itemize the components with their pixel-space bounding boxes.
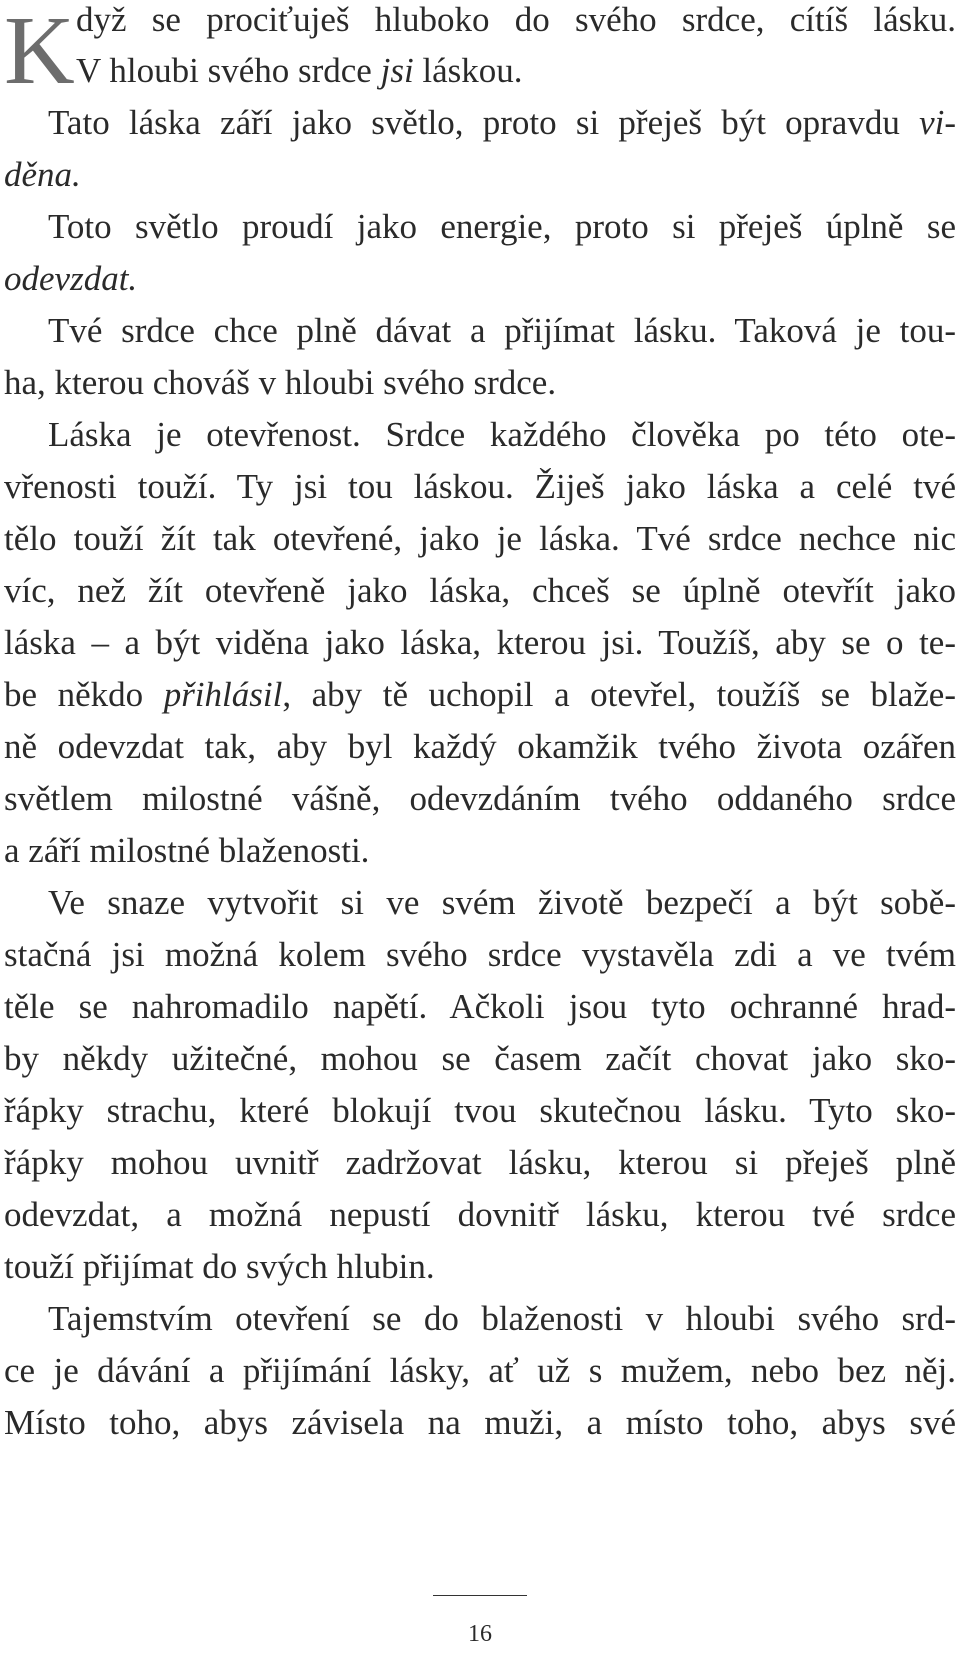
text-line: vřenosti touží. Ty jsi tou láskou. Žiješ jako láska a celé tvé <box>4 467 956 506</box>
text-line: Láska je otevřenost. Srdce každého člověka po této ote- <box>48 415 956 454</box>
text-line: V hloubi svého srdce jsi láskou. <box>76 51 523 90</box>
text-line: by někdy užitečné, mohou se časem začít chovat jako sko- <box>4 1039 956 1078</box>
text-line: a září milostné blaženosti. <box>4 831 370 870</box>
text-line: dyž se prociťuješ hluboko do svého srdce, cítíš lásku. <box>76 0 956 39</box>
text-line: těle se nahromadilo napětí. Ačkoli jsou tyto ochranné hrad- <box>4 987 956 1026</box>
text-line: odevzdat. <box>4 259 138 298</box>
text-line: láska – a být viděna jako láska, kterou jsi. Toužíš, aby se o te- <box>4 623 956 662</box>
text-line: řápky mohou uvnitř zadržovat lásku, kterou si přeješ plně <box>4 1143 956 1182</box>
text-line: be někdo přihlásil, aby tě uchopil a otevřel, toužíš se blaže- <box>4 675 956 714</box>
text-line: víc, než žít otevřeně jako láska, chceš se úplně otevřít jako <box>4 571 956 610</box>
text-line: ně odevzdat tak, aby byl každý okamžik tvého života ozářen <box>4 727 956 766</box>
text-line: ha, kterou chováš v hloubi svého srdce. <box>4 363 557 402</box>
text-line: světlem milostné vášně, odevzdáním tvého oddaného srdce <box>4 779 956 818</box>
text-line: touží přijímat do svých hlubin. <box>4 1247 435 1286</box>
page-number: 16 <box>468 1621 492 1647</box>
text-line: odevzdat, a možná nepustí dovnitř lásku, kterou tvé srdce <box>4 1195 956 1234</box>
text-line: Tvé srdce chce plně dávat a přijímat lásku. Taková je tou- <box>48 311 956 350</box>
text-line: řápky strachu, které blokují tvou skutečnou lásku. Tyto sko- <box>4 1091 956 1130</box>
drop-cap: K <box>4 0 75 105</box>
text-line: Tato láska září jako světlo, proto si přeješ být opravdu vi- <box>48 103 956 142</box>
text-line: stačná jsi možná kolem svého srdce vystavěla zdi a ve tvém <box>4 935 956 974</box>
text-line: Toto světlo proudí jako energie, proto si přeješ úplně se <box>48 207 956 246</box>
text-line: děna. <box>4 155 81 194</box>
text-line: ce je dávání a přijímání lásky, ať už s mužem, nebo bez něj. <box>4 1351 956 1390</box>
page-number-rule <box>433 1595 527 1596</box>
text-line: Tajemstvím otevření se do blaženosti v hloubi svého srd- <box>48 1299 956 1338</box>
text-line: Ve snaze vytvořit si ve svém životě bezpečí a být sobě- <box>48 883 956 922</box>
text-line: tělo touží žít tak otevřené, jako je láska. Tvé srdce nechce nic <box>4 519 956 558</box>
text-line: Místo toho, abys závisela na muži, a místo toho, abys své <box>4 1403 956 1442</box>
